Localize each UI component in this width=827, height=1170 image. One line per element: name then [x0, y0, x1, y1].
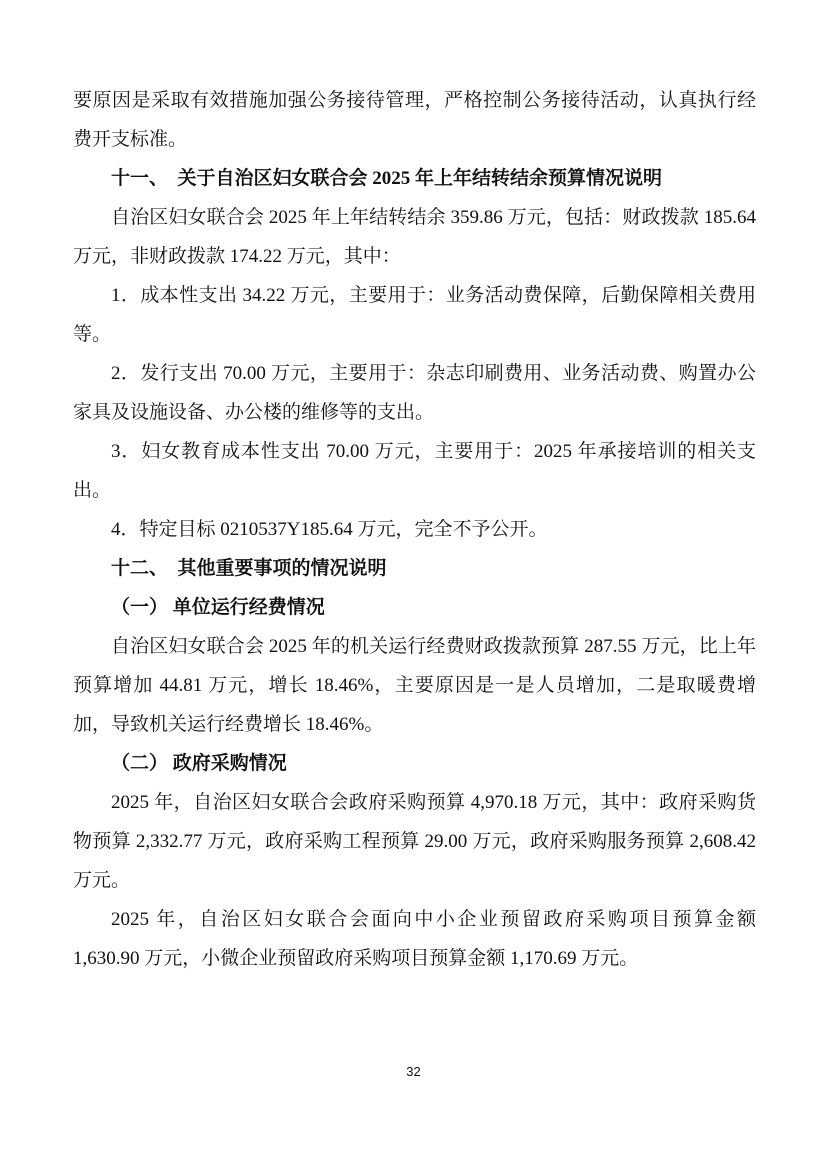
list-item-2-publishing-expenditure: 2．发行支出 70.00 万元，主要用于：杂志印刷费用、业务活动费、购置办公家具及设施设备、办公楼的维修等的支出。: [73, 363, 756, 423]
paragraph-carryover-summary: 自治区妇女联合会 2025 年上年结转结余 359.86 万元，包括：财政拨款 185.64 万元，非财政拨款 174.22 万元，其中：: [73, 207, 756, 267]
paragraph-sme-reserved-procurement: 2025 年，自治区妇女联合会面向中小企业预留政府采购项目预算金额 1,630.90 万元，小微企业预留政府采购项目预算金额 1,170.69 万元。: [73, 909, 756, 969]
list-item-3-education-expenditure: 3．妇女教育成本性支出 70.00 万元，主要用于：2025 年承接培训的相关支出。: [73, 441, 756, 501]
page-number: 32: [406, 1064, 421, 1079]
subsection-heading-operating-funds: （一） 单位运行经费情况: [111, 597, 325, 618]
list-item-1-cost-expenditure: 1．成本性支出 34.22 万元，主要用于：业务活动费保障，后勤保障相关费用等。: [73, 285, 756, 345]
section-heading-11: 十一、 关于自治区妇女联合会 2025 年上年结转结余预算情况说明: [111, 168, 663, 189]
paragraph-procurement-budget: 2025 年，自治区妇女联合会政府采购预算 4,970.18 万元，其中：政府采购货物预算 2,332.77 万元，政府采购工程预算 29.00 万元，政府采购服务预算 2,608.42 万元。: [73, 792, 756, 891]
subsection-heading-government-procurement: （二） 政府采购情况: [111, 753, 287, 774]
page-footer: [0, 1063, 827, 1081]
document-body: [73, 81, 756, 978]
paragraph-operating-funds: 自治区妇女联合会 2025 年的机关运行经费财政拨款预算 287.55 万元，比上年预算增加 44.81 万元，增长 18.46%，主要原因是一是人员增加，二是取暖费增加，导致机关运行经费增长 18.46%。: [73, 636, 756, 735]
list-item-4-specific-target: 4．特定目标 0210537Y185.64 万元，完全不予公开。: [111, 519, 548, 540]
paragraph-continuation: 要原因是采取有效措施加强公务接待管理，严格控制公务接待活动，认真执行经费开支标准。: [73, 90, 756, 150]
section-heading-12: 十二、 其他重要事项的情况说明: [111, 558, 387, 579]
